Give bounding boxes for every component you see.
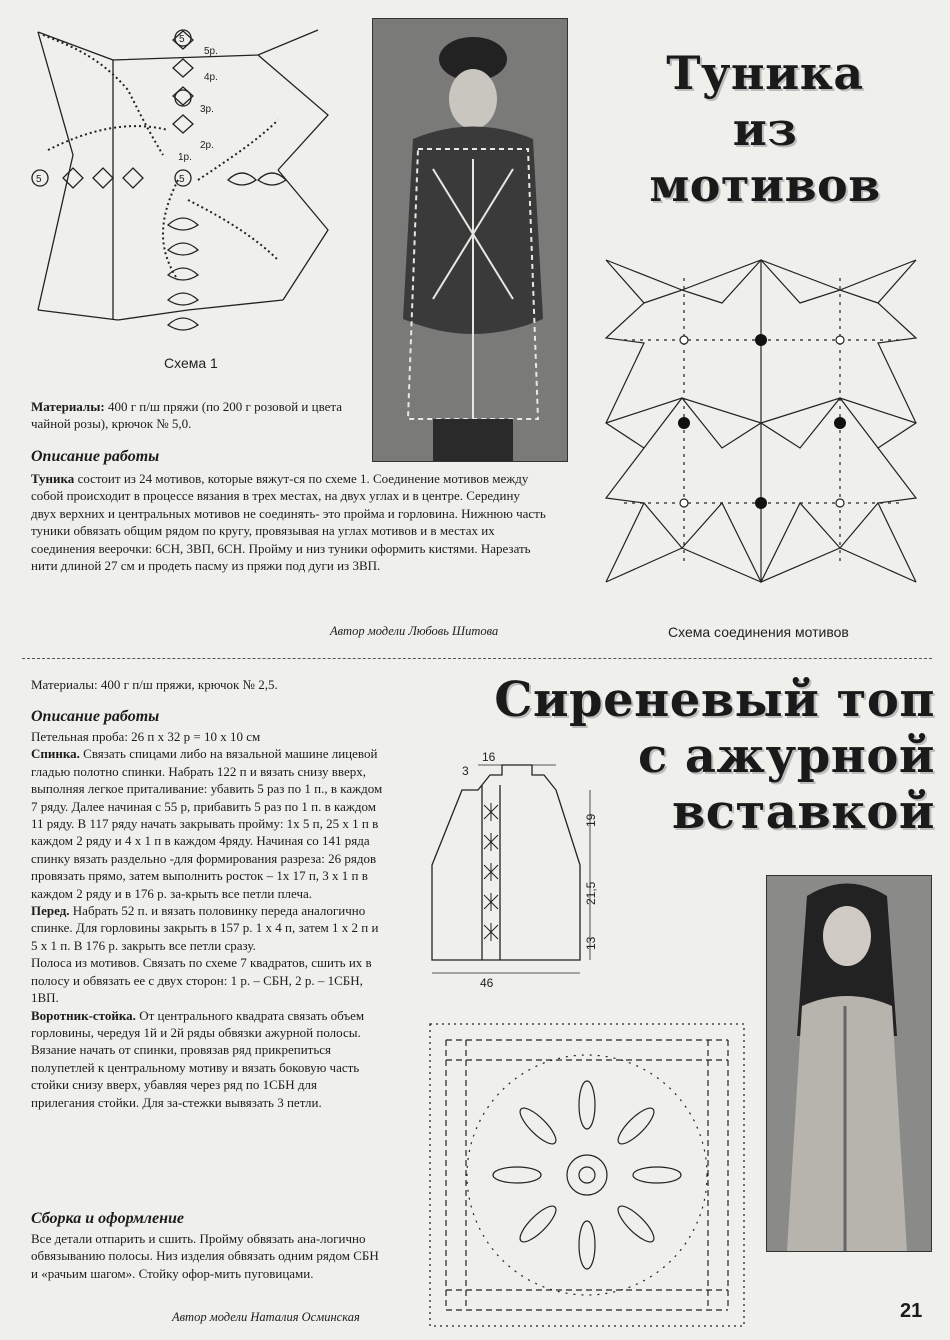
- article2-author: Автор модели Наталия Осминская: [172, 1310, 360, 1324]
- article2-back-lead: Спинка.: [31, 746, 80, 762]
- article2-stripe: Полоса из мотивов. Связать по схеме 7 квадратов, сшить их в полосу и обвязать ее с двух сторон: 1 р. – СБН, 2 р. – 1СБН, 1ВП.: [31, 955, 372, 1006]
- tunic-photo: [372, 18, 568, 462]
- article2-assembly-heading: Сборка и оформление: [31, 1210, 184, 1227]
- article2-collar-lead: Воротник-стойка.: [31, 1007, 136, 1023]
- top-photo: [766, 875, 932, 1252]
- dim-left: 3: [462, 764, 469, 778]
- article1-materials-text: 400 г п/ш пряжи (по 200 г розовой и цвета чайной розы), крючок № 5,0.: [31, 399, 343, 432]
- dim-right-19: 19: [584, 813, 598, 827]
- article1-author: Автор модели Любовь Шитова: [330, 624, 499, 638]
- scheme-left-number: 5: [36, 174, 42, 185]
- article1-materials: [31, 398, 353, 433]
- dim-top: 16: [482, 750, 496, 764]
- article2-title-line2: с ажурной: [637, 728, 935, 784]
- article2-collar-text: От центрального квадрата связать объем горловины, чередуя 1й и 2й ряды обвязки ажурной полосы. Вязание начать от спинки, провязав ряд прикрепиться полупетлей к центральному мотиву и вязать боковую часть стойки снизу вверх, убавляя через ряд по 1СБН для прилегания стойки. Для за-стежки вывязать 3 петли.: [31, 1007, 365, 1110]
- dim-right-215: 21,5: [584, 881, 598, 905]
- article1-description-heading: Описание работы: [31, 448, 160, 465]
- article1-title-line1: Туника: [666, 46, 864, 100]
- scheme-center-number: 5: [179, 174, 185, 185]
- scheme-row-label-4: 4р.: [204, 72, 218, 83]
- article1-body: [31, 470, 546, 574]
- article2-back-text: Связать спицами либо на вязальной машине лицевой гладью полотно спинки. Набрать 122 п и вязать снизу вверх, выполняя легкое приталивание: убавить 5 раз по 1 п., в каждом 7 ряду. Далее начиная с 55 р, прибавить 5 раз по 1 п. в каждом 11 ряду. В 117 ряду начать закрывать пройму: 1х 5 п, 25 х 1 п в каждом 2 ряду и 4 х 1 п в каждом 4ряду. Начиная со 141 ряда спинку вязать раздельно -для формирования разреза: 26 рядов провязать прямо, затем выполнить росток – 1х 17 п, 3 х 1 п в каждом 2 ряду и в 176 р. за-крыть все петли плеча.: [31, 746, 383, 901]
- article2-gauge: Петельная проба: 26 п х 32 р = 10 х 10 см: [31, 729, 261, 744]
- article1-body-text: состоит из 24 мотивов, которые вяжут-ся по схеме 1. Соединение мотивов между собой происходит в процессе вязания в трех местах, на двух углах и в центре. Середину двух верхних и центральных мотивов не соединять- это пройма и горловина. Нижнюю часть туники обвязать общим рядом по кругу, провязывая на углах мотивов и в местах их соединения веерочки: 6СН, 3ВП, 6СН. Пройму и низ туники оформить кистями. Нарезать нити длиной 27 см и продеть пасму из пряжи под дуги из 3ВП.: [31, 471, 546, 574]
- article2-collar: [31, 1007, 383, 1111]
- article2-assembly: Все детали отпарить и сшить. Пройму обвязать ана-логично обвязыванию полосы. Низ изделия обвязать одним рядом СБН и «рачьим шагом». Стойку офор-мить пуговицами.: [31, 1231, 379, 1281]
- connection-scheme-label: Схема соединения мотивов: [668, 624, 849, 640]
- scheme-top-number: 5: [179, 34, 185, 45]
- dim-right-13: 13: [584, 936, 598, 950]
- article2-title-line3: вставкой: [671, 784, 935, 840]
- article1-text: [31, 398, 353, 433]
- article1-title-line2: из: [732, 102, 798, 156]
- article1-title-line3: мотивов: [649, 158, 881, 212]
- scheme-1-label: Схема 1: [164, 355, 218, 371]
- dim-bottom: 46: [480, 976, 494, 990]
- article1-title: [610, 45, 920, 213]
- article2-front-lead: Перед.: [31, 903, 70, 919]
- scheme-1-diagram: [28, 20, 348, 350]
- article1-body-paragraph: [31, 470, 546, 574]
- article2-materials: Материалы: 400 г п/ш пряжи, крючок № 2,5.: [31, 677, 278, 692]
- article2-description-heading: Описание работы: [31, 708, 160, 725]
- article2-front: [31, 902, 383, 954]
- article1-body-lead: Туника: [31, 471, 75, 486]
- scheme-row-label-1: 1р.: [178, 152, 192, 163]
- scheme-row-label-5: 5р.: [204, 46, 218, 57]
- top-pattern-diagram: [420, 745, 620, 990]
- connection-scheme-diagram: [604, 258, 918, 584]
- scheme-row-label-3: 3р.: [200, 104, 214, 115]
- article2-front-text: Набрать 52 п. и вязать половинку переда аналогично спинке. Для горловины закрыть в 157 р. 1 х 4 п, затем 1 х 2 п и 5 х 1 п. В 176 р. закрыть все петли сразу.: [31, 903, 379, 953]
- article2-title-line1: Сиреневый топ: [494, 672, 935, 728]
- article2-back: [31, 745, 383, 902]
- page-number: 21: [900, 1300, 923, 1322]
- scheme-row-label-2: 2р.: [200, 140, 214, 151]
- section-divider: [22, 658, 932, 659]
- article2-body: [31, 728, 383, 1111]
- article1-materials-label: Материалы:: [31, 399, 105, 414]
- square-motif-chart: [426, 1020, 748, 1330]
